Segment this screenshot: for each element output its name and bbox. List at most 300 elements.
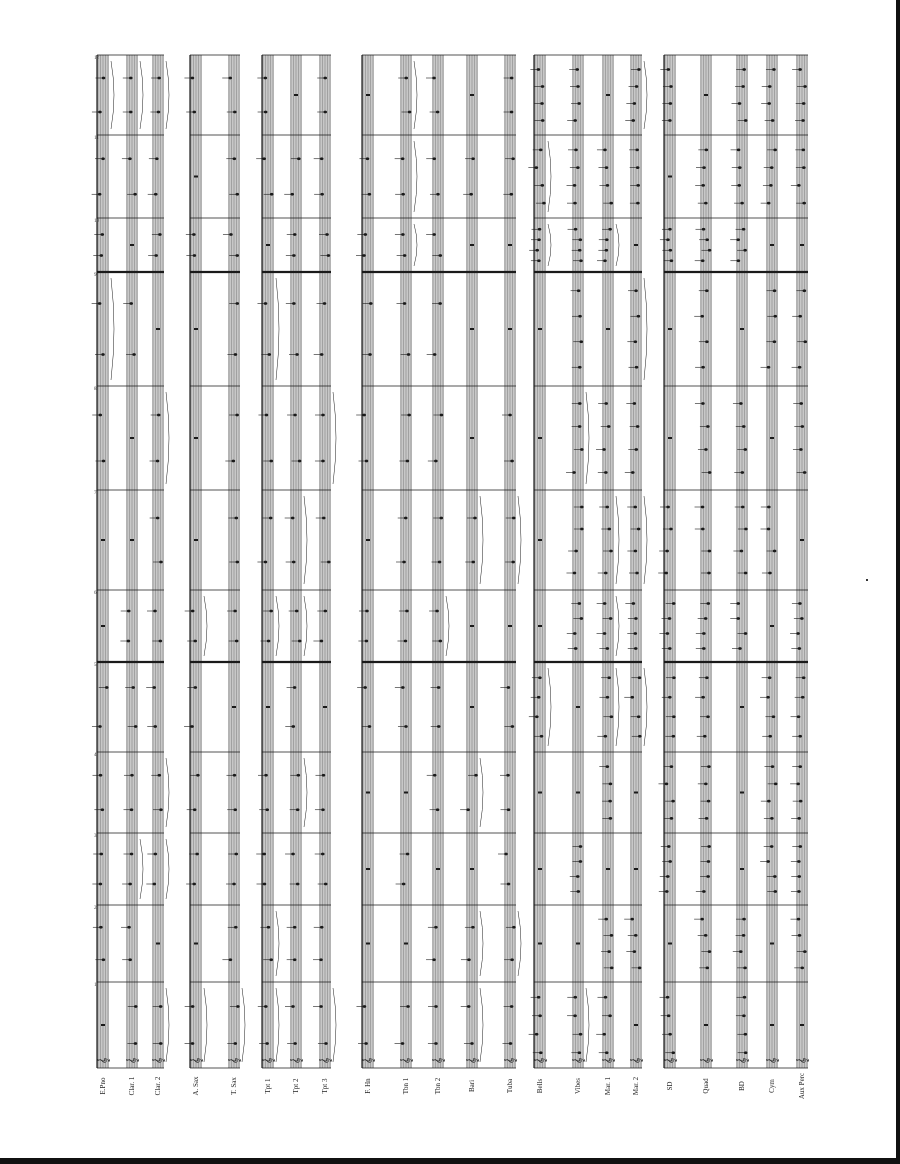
notehead [737,259,741,262]
notehead [741,506,745,509]
notehead [701,184,705,187]
notehead [604,996,608,999]
page-edge-right [896,0,900,1164]
notehead [743,448,747,451]
notehead [743,996,747,999]
instrument-label: Mar. 2 [632,1076,640,1096]
rest-mark [606,328,610,330]
slur [518,911,521,976]
clef-icon: 𝄞 [262,1057,275,1064]
notehead [102,958,106,961]
rest-mark [130,539,134,541]
notehead [438,561,442,564]
slur [414,61,417,129]
notehead [235,640,239,643]
notehead [666,238,670,241]
notehead [510,460,514,463]
notehead [407,414,411,417]
notehead [134,1042,138,1045]
rest-mark [470,706,474,708]
notehead [406,460,410,463]
instrument-label: F. Hn [364,1078,372,1094]
rest-mark [770,244,774,246]
notehead [707,845,711,848]
notehead [157,77,161,80]
notehead [406,853,410,856]
notehead [579,860,583,863]
notehead [404,640,408,643]
notehead [606,765,610,768]
rest-mark [194,437,198,439]
clef-icon: 𝄞 [152,1057,165,1064]
notehead [605,166,609,169]
notehead [797,817,801,820]
notehead [705,966,709,969]
staff-tbn-2 [426,55,449,1068]
notehead [402,883,406,886]
notehead [606,696,610,699]
notehead [129,77,133,80]
staff-sd [658,55,677,1068]
notehead [320,193,324,196]
notehead [704,782,708,785]
notehead [401,1042,405,1045]
notehead [128,157,132,160]
notehead [771,119,775,122]
rest-mark [538,539,542,541]
rest-mark [740,328,744,330]
notehead [631,119,635,122]
notehead [708,550,712,553]
slur [616,596,619,656]
notehead [741,85,745,88]
notehead [669,102,673,105]
rest-mark [800,1024,804,1026]
notehead [537,259,541,262]
notehead [507,883,511,886]
notehead [269,460,273,463]
notehead [707,860,711,863]
notehead [535,166,539,169]
clef-icon: 𝄞 [190,1057,203,1064]
notehead [291,853,295,856]
notehead [159,1005,163,1008]
notehead [233,808,237,811]
notehead [233,774,237,777]
notehead [743,966,747,969]
notehead [768,735,772,738]
notehead [292,561,296,564]
notehead [432,77,436,80]
notehead [633,402,637,405]
notehead [507,686,511,689]
notehead [609,550,613,553]
notehead [435,610,439,613]
notehead [100,233,104,236]
notehead [607,676,611,679]
notehead [191,1042,195,1045]
notehead [232,460,236,463]
clef-icon: 𝄞 [319,1057,332,1064]
notehead [668,860,672,863]
notehead [633,950,637,953]
notehead [799,448,803,451]
rest-mark [606,94,610,96]
notehead [157,414,161,417]
notehead [401,686,405,689]
notehead [364,233,368,236]
slur [414,224,417,266]
notehead [540,735,544,738]
notehead [99,774,103,777]
notehead [664,572,668,575]
notehead [767,202,771,205]
notehead [234,926,238,929]
notehead [406,1005,410,1008]
notehead [634,448,638,451]
rest-mark [404,943,408,945]
notehead [236,561,240,564]
notehead [192,883,196,886]
notehead [298,640,302,643]
rest-mark [634,792,638,794]
notehead [228,77,232,80]
rest-mark [538,437,542,439]
instrument-label: Bari [468,1079,476,1093]
instrument-label: Tpt 2 [292,1078,300,1094]
notehead [509,1042,513,1045]
rest-mark [470,244,474,246]
notehead [363,1005,367,1008]
staff-e-pno [92,55,114,1068]
notehead [538,676,542,679]
notehead [368,353,372,356]
notehead [739,402,743,405]
notehead [671,1051,675,1054]
notehead [798,602,802,605]
notehead [666,875,670,878]
notehead [291,725,295,728]
notehead [233,1042,237,1045]
notehead [323,111,327,114]
instrument-label: A. Sax [192,1076,200,1096]
staff-tbn-1 [395,55,417,1068]
notehead [744,119,748,122]
clef-icon: 𝄞 [602,1057,615,1064]
notehead [636,184,640,187]
slur [644,668,647,746]
notehead [637,528,641,531]
notehead [537,996,541,999]
notehead [157,774,161,777]
notehead [702,890,706,893]
notehead [234,853,238,856]
notehead [580,528,584,531]
notehead [293,414,297,417]
notehead [603,602,607,605]
notehead [405,610,409,613]
notehead [291,517,295,520]
instrument-label: Vibes [574,1078,582,1094]
notehead [99,853,103,856]
notehead [604,572,608,575]
notehead [363,686,367,689]
notehead [473,517,477,520]
notehead [797,918,801,921]
notehead [742,425,746,428]
slur [333,392,336,484]
notehead [773,340,777,343]
notehead [511,561,515,564]
notehead [705,676,709,679]
notehead [362,254,366,257]
staff-aux-perc [790,55,809,1068]
notehead [801,148,805,151]
rest-mark [194,943,198,945]
slur [140,61,143,129]
notehead [98,725,102,728]
notehead [153,610,157,613]
slur [480,911,483,976]
notehead [579,845,583,848]
notehead [610,966,614,969]
notehead [608,1014,612,1017]
notehead [538,1014,542,1017]
instrument-label: T. Sax [230,1077,238,1095]
notehead [700,918,704,921]
rest-mark [704,1024,708,1026]
staff-mar-1 [596,55,619,1068]
notehead [605,1051,609,1054]
notehead [574,148,578,151]
rest-mark [404,792,408,794]
notehead [638,735,642,738]
notehead [607,528,611,531]
notehead [579,259,583,262]
notehead [298,460,302,463]
notehead [736,238,740,241]
rest-mark [770,625,774,627]
rest-mark [668,437,672,439]
notehead [702,228,706,231]
notehead [325,233,329,236]
notehead [408,111,412,114]
notehead [321,414,325,417]
notehead [504,853,508,856]
notehead [766,696,770,699]
notehead [773,289,777,292]
notehead [471,157,475,160]
rest-mark [470,437,474,439]
measure-number: 11 [94,136,99,141]
clef-icon: 𝄞 [700,1057,713,1064]
notehead [99,254,103,257]
rest-mark [156,943,160,945]
rest-mark [634,1024,638,1026]
rest-mark [740,792,744,794]
notehead [578,1051,582,1054]
notehead [737,148,741,151]
notehead [267,353,271,356]
clef-icon: 𝄞 [432,1057,445,1064]
notehead [105,686,109,689]
notehead [771,765,775,768]
slur [276,988,279,1062]
notehead [364,1042,368,1045]
notehead [604,471,608,474]
notehead [798,68,802,71]
notehead [704,448,708,451]
notehead [669,85,673,88]
notehead [365,460,369,463]
instrument-label: Tuba [506,1078,514,1094]
notehead [668,617,672,620]
notehead [535,1033,539,1036]
notehead [803,340,807,343]
notehead [705,238,709,241]
rest-mark [323,706,327,708]
notehead [366,157,370,160]
notehead [320,640,324,643]
notehead [768,676,772,679]
notehead [800,966,804,969]
notehead [264,302,268,305]
measure-number: 1 [94,983,97,988]
notehead [607,425,611,428]
notehead [573,996,577,999]
notehead [606,184,610,187]
notehead [511,157,515,160]
notehead [401,193,405,196]
notehead [666,506,670,509]
clef-icon: 𝄞 [126,1057,139,1064]
notehead [773,315,777,318]
notehead [802,676,806,679]
notehead [403,302,407,305]
notehead [744,528,748,531]
notehead [666,632,670,635]
clef-icon: 𝄞 [736,1057,749,1064]
notehead [98,302,102,305]
rest-mark [470,328,474,330]
notehead [578,249,582,252]
rest-mark [366,943,370,945]
notehead [797,875,801,878]
rest-mark [770,943,774,945]
rest-mark [366,94,370,96]
slur [304,758,307,827]
notehead [267,640,271,643]
notehead [541,119,545,122]
notehead [537,68,541,71]
notehead [235,302,239,305]
notehead [438,302,442,305]
notehead [667,845,671,848]
notehead [269,958,273,961]
notehead [127,610,131,613]
notehead [573,572,577,575]
page-edge-bottom [0,1158,900,1164]
clef-icon: 𝄞 [630,1057,643,1064]
clef-icon: 𝄞 [572,1057,585,1064]
notehead [633,506,637,509]
notehead [434,460,438,463]
clef-icon: 𝄞 [362,1057,375,1064]
notehead [668,228,672,231]
notehead [404,77,408,80]
staff-vibes [566,55,589,1068]
clef-icon: 𝄞 [534,1057,547,1064]
slur [276,911,279,976]
notehead [154,254,158,257]
notehead [432,958,436,961]
notehead [636,425,640,428]
staff-bari [460,55,483,1068]
notehead [798,315,802,318]
notehead [368,193,372,196]
clef-icon: 𝄞 [97,1057,110,1064]
rest-mark [508,625,512,627]
notehead [323,302,327,305]
notehead [580,617,584,620]
notehead [267,926,271,929]
rest-mark [194,176,198,178]
notehead [744,1051,748,1054]
slur [276,596,279,656]
notehead [233,157,237,160]
notehead [633,102,637,105]
rest-mark [800,539,804,541]
notehead [402,561,406,564]
slur [644,61,647,129]
notehead [670,765,674,768]
notehead [573,119,577,122]
notehead [739,950,743,953]
notehead [630,696,634,699]
notehead [264,111,268,114]
notehead [665,782,669,785]
notehead [668,696,672,699]
rest-mark [606,868,610,870]
notehead [158,233,162,236]
notehead [802,102,806,105]
notehead [773,148,777,151]
notehead [159,561,163,564]
notehead [742,1014,746,1017]
notehead [293,1042,297,1045]
notehead [195,853,199,856]
notehead [707,765,711,768]
notehead [233,111,237,114]
notehead [322,774,326,777]
notehead [295,610,299,613]
slur [111,278,114,380]
notehead [152,883,156,886]
notehead [801,696,805,699]
notehead [634,934,638,937]
rest-mark [538,943,542,945]
notehead [705,289,709,292]
notehead [507,808,511,811]
rest-mark [668,328,672,330]
rest-mark [266,706,270,708]
notehead [510,111,514,114]
notehead [235,254,239,257]
notehead [130,853,134,856]
slur [518,496,521,584]
instrument-label: BD [738,1081,746,1091]
notehead [702,647,706,650]
